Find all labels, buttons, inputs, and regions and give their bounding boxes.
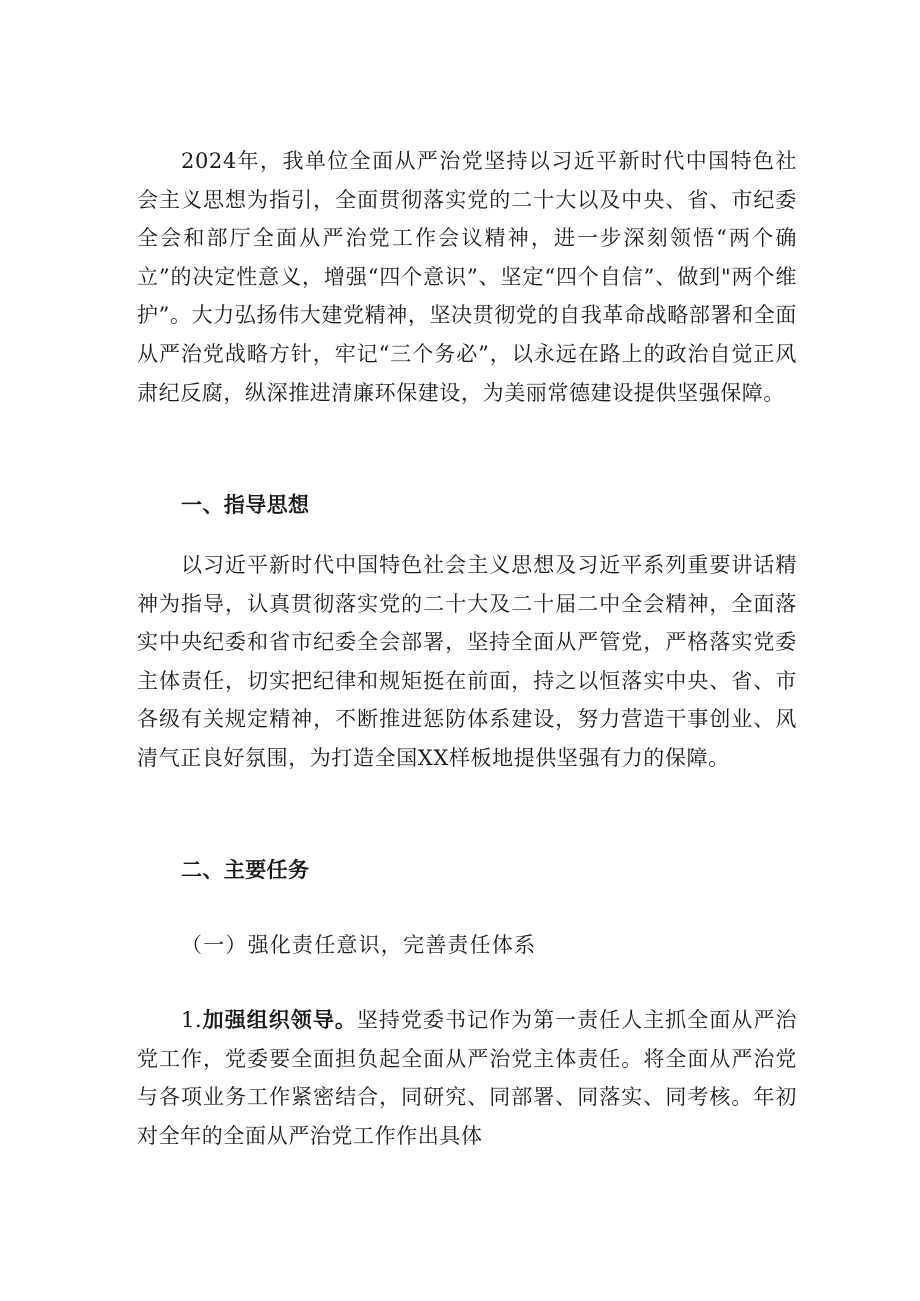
task-item-1-lead: 加强组织领导。	[202, 1008, 357, 1032]
task-item-1-number: 1.	[181, 1008, 203, 1032]
guiding-ideology-paragraph: 以习近平新时代中国特色社会主义思想及习近平系列重要讲话精神为指导，认真贯彻落实党的二十大及二十届二中全会精神，全面落实中央纪委和省市纪委全会部署，坚持全面从严管党，严格落实党委主体责任，切实把纪律和规矩挺在前面，持之以恒落实中央、省、市各级有关规定精神，不断推进惩防体系建设，努力营造干事创业、风清气正良好氛围，为打造全国XX样板地提供坚强有力的保障。	[137, 553, 797, 770]
section-heading-guiding-ideology: 一、指导思想	[181, 493, 310, 517]
subsection-heading-responsibility: （一）强化责任意识，完善责任体系	[181, 933, 537, 957]
task-item-1-text: 坚持党委书记作为第一责任人主抓全面从严治党工作，党委要全面担负起全面从严治党主体责任。将全面从严治党与各项业务工作紧密结合，同研究、同部署、同落实、同考核。年初对全年的全面从严治党工作作出具体	[137, 1008, 797, 1148]
section-heading-main-tasks: 二、主要任务	[181, 858, 310, 882]
intro-paragraph: 2024年，我单位全面从严治党坚持以习近平新时代中国特色社会主义思想为指引，全面贯彻落实党的二十大以及中央、省、市纪委全会和部厅全面从严治党工作会议精神，进一步深刻领悟“两个确立”的决定性意义，增强“四个意识”、坚定“四个自信”、做到"两个维护”。大力弘扬伟大建党精神，坚决贯彻党的自我革命战略部署和全面从严治党战略方针，牢记“三个务必”，以永远在路上的政治自觉正风肃纪反腐，纵深推进清廉环保建设，为美丽常德建设提供坚强保障。	[137, 149, 797, 405]
task-item-1-paragraph	[137, 1001, 797, 1155]
